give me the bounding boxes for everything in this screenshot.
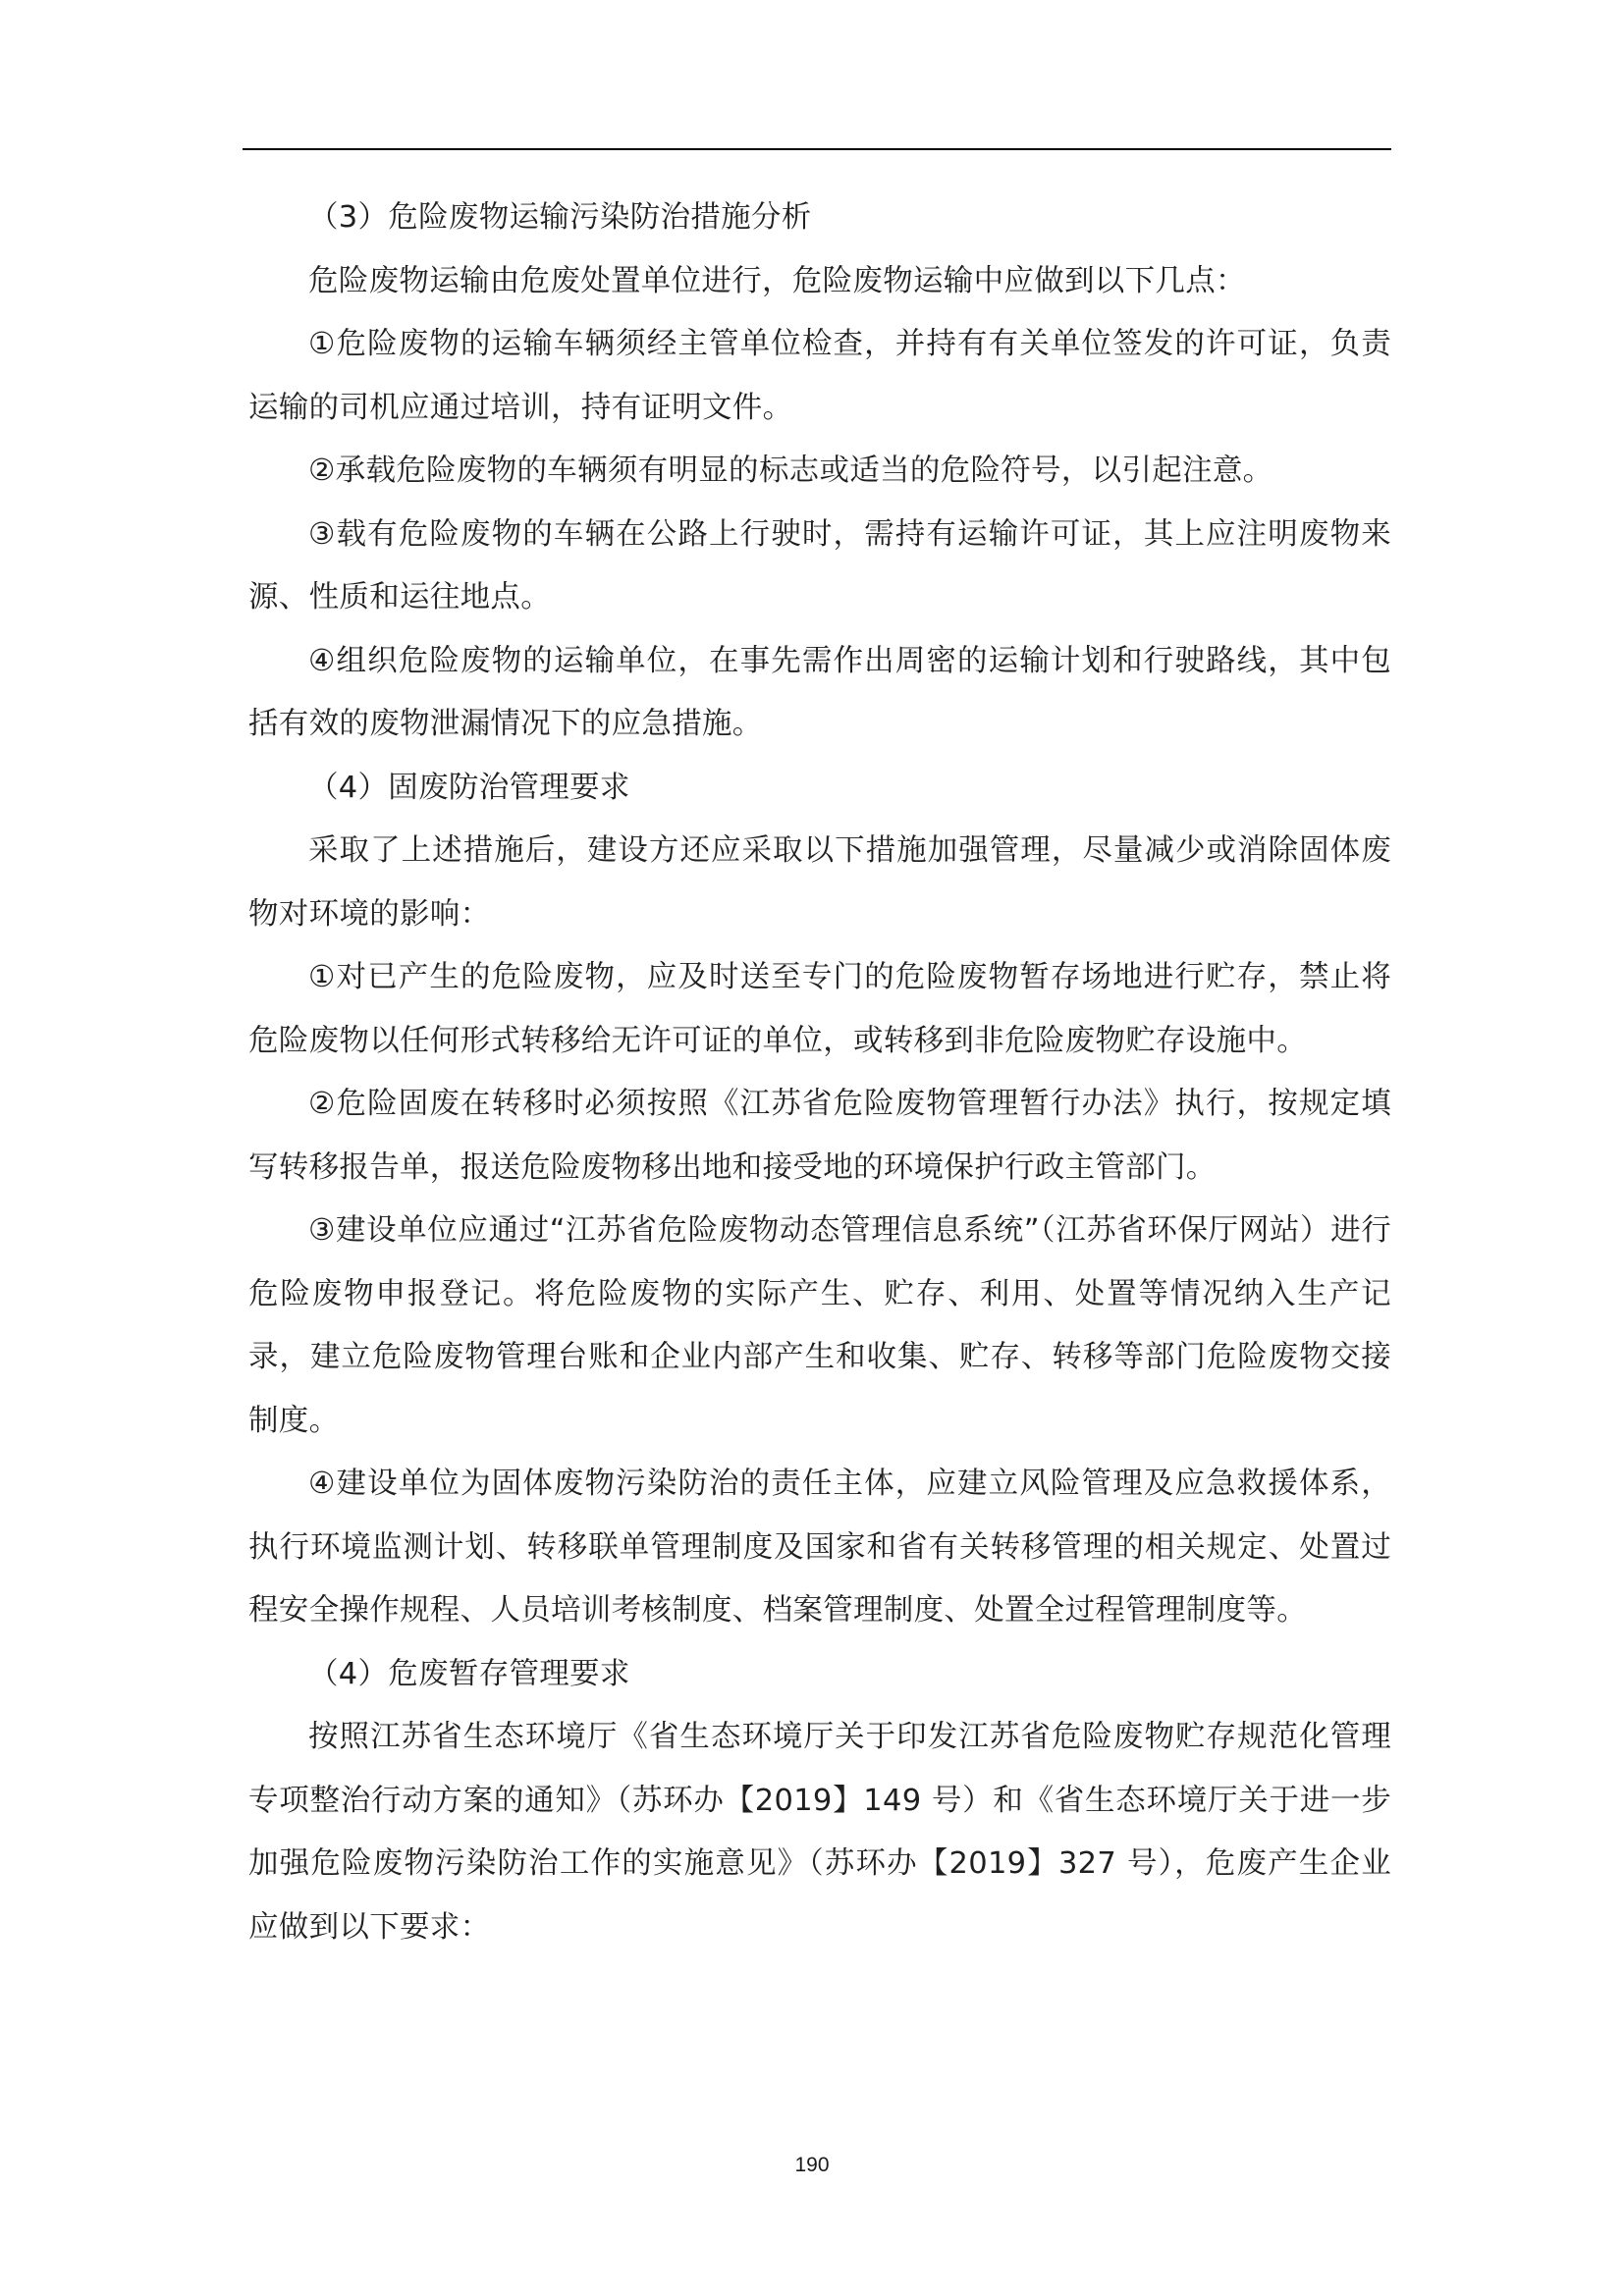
section-heading-temporary-storage: （4）危废暂存管理要求 [308, 1656, 630, 1691]
section-heading-transport-measures: （3）危险废物运输污染防治措施分析 [308, 200, 812, 235]
paragraph-management-item-4: ④建设单位为固体废物污染防治的责任主体，应建立风险管理及应急救援体系，执行环境监测计划、转移联单管理制度及国家和省有关转移管理的相关规定、处置过程安全操作规程、人员培训考核制度、档案管理制度、处置全过程管理制度等。 [248, 1467, 1391, 1628]
paragraph-management-item-1: ①对已产生的危险废物，应及时送至专门的危险废物暂存场地进行贮存，禁止将危险废物以任何形式转移给无许可证的单位，或转移到非危险废物贮存设施中。 [248, 960, 1391, 1058]
paragraph-transport-item-1: ①危险废物的运输车辆须经主管单位检查，并持有有关单位签发的许可证，负责运输的司机应通过培训，持有证明文件。 [248, 327, 1391, 425]
paragraph-management-item-3: ③建设单位应通过“江苏省危险废物动态管理信息系统”（江苏省环保厅网站）进行危险废物申报登记。将危险废物的实际产生、贮存、利用、处置等情况纳入生产记录，建立危险废物管理台账和企业内部产生和收集、贮存、转移等部门危险废物交接制度。 [248, 1213, 1391, 1438]
paragraph-transport-item-4: ④组织危险废物的运输单位，在事先需作出周密的运输计划和行驶路线，其中包括有效的废物泄漏情况下的应急措施。 [248, 643, 1391, 741]
document-body [248, 187, 1391, 1959]
section-heading-solid-waste-management: （4）固废防治管理要求 [308, 770, 630, 805]
paragraph-management-intro: 采取了上述措施后，建设方还应采取以下措施加强管理，尽量减少或消除固体废物对环境的影响： [248, 833, 1391, 932]
page-number: 190 [794, 2154, 830, 2176]
paragraph-storage-requirements: 按照江苏省生态环境厅《省生态环境厅关于印发江苏省危险废物贮存规范化管理专项整治行动方案的通知》（苏环办【2019】149 号）和《省生态环境厅关于进一步加强危险废物污染防治工作的实施意见》（苏环办【2019】327 号），危废产生企业应做到以下要求： [248, 1720, 1391, 1945]
header-rule [243, 148, 1391, 150]
paragraph-transport-item-3: ③载有危险废物的车辆在公路上行驶时，需持有运输许可证，其上应注明废物来源、性质和运往地点。 [248, 516, 1391, 614]
paragraph-management-item-2: ②危险固废在转移时必须按照《江苏省危险废物管理暂行办法》执行，按规定填写转移报告单，报送危险废物移出地和接受地的环境保护行政主管部门。 [248, 1087, 1391, 1185]
paragraph-transport-intro: 危险废物运输由危废处置单位进行，危险废物运输中应做到以下几点： [308, 263, 1246, 298]
paragraph-transport-item-2: ②承载危险废物的车辆须有明显的标志或适当的危险符号，以引起注意。 [308, 454, 1273, 488]
